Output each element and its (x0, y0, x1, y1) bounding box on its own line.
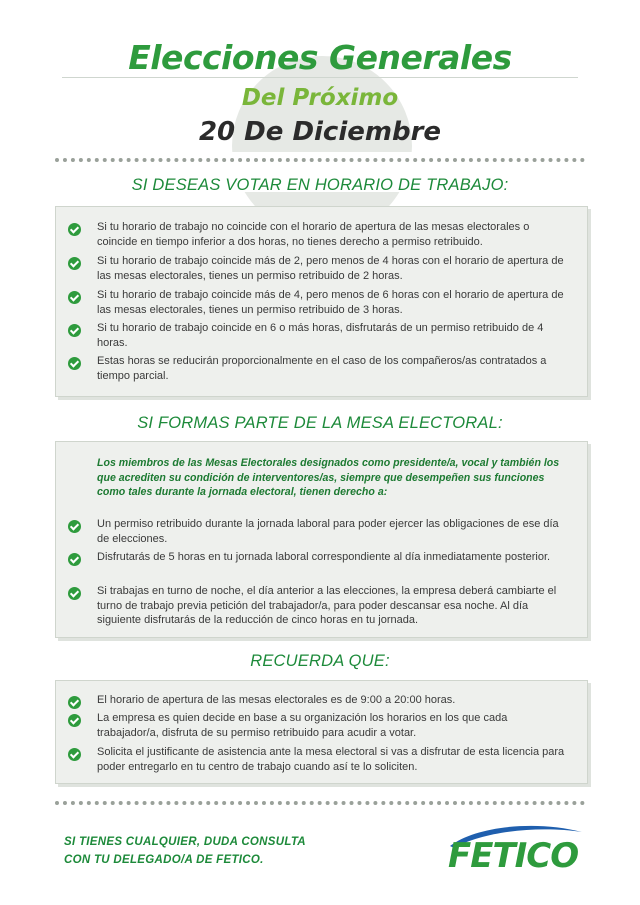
check-icon (68, 553, 81, 566)
section2-title: SI FORMAS PARTE DE LA MESA ELECTORAL: (137, 414, 503, 432)
header (0, 0, 640, 160)
footer-contact-line2: CON TU DELEGADO/A DE FETICO. (64, 854, 264, 866)
fetico-logo (440, 822, 590, 880)
section2-intro: Los miembros de las Mesas Electorales designados como presidente/a, vocal y también los que acrediten su condición de interventores/as, siempre que desempeñen sus funciones como tales durante la jornada electoral, tienen derecho a: (97, 457, 560, 498)
section3-title: RECUERDA QUE: (250, 652, 390, 670)
section1-title: SI DESEAS VOTAR EN HORARIO DE TRABAJO: (131, 176, 509, 194)
section3-box: El horario de apertura de las mesas electorales es de 9:00 a 20:00 horas. La empresa es quien decide en base a su organización los horarios en los que cada trabajador/a, disfruta de su permiso retribuido para acudir a votar. Solicita el justificante de asistencia ante la mesa electoral si vas a disfrutar de esta licencia para poder entregarlo en tu centro de trabajo cuando así te lo soliciten. (55, 680, 588, 784)
header-divider-line (62, 77, 578, 78)
subtitle: Del Próximo (241, 85, 399, 111)
check-icon (68, 696, 81, 709)
check-icon (68, 587, 81, 600)
check-icon (68, 357, 81, 370)
check-icon (68, 324, 81, 337)
footer-contact-line1: SI TIENES CUALQUIER, DUDA CONSULTA (64, 836, 306, 848)
section1-box: Si tu horario de trabajo no coincide con el horario de apertura de las mesas electorales o coincide en tiempo inferior a dos horas, no tienes derecho a permiso retribuido. Si tu horario de trabajo coincide más de 2, pero menos de 4 horas con el horario de apertura de las mesas electorales, tienes un permiso retribuido de 2 horas. Si tu horario de trabajo coincide más de 4, pero menos de 6 horas con el horario de apertura de las mesas electorales, tienes un permiso retribuido de 3 horas. Si tu horario de trabajo coincide en 6 o más horas, disfrutarás de un permiso retribuido de 4 horas. Estas horas se reducirán proporcionalmente en el caso de los compañeros/as contratados a tiempo parcial. (55, 206, 588, 397)
main-title: Elecciones Generales (128, 38, 512, 77)
section2-box: Los miembros de las Mesas Electorales designados como presidente/a, vocal y también los que acrediten su condición de interventores/as, siempre que desempeñen sus funciones como tales durante la jornada electoral, tienen derecho a: Un permiso retribuido durante la jornada laboral para poder ejercer las obligaciones de ese día de elecciones. Disfrutarás de 5 horas en tu jornada laboral correspondiente al día inmediatamente posterior. Si trabajas en turno de noche, el día anterior a las elecciones, la empresa deberá cambiarte el turno de trabajo previa petición del trabajador/a, para poder descansar esa noche. Al día siguiente disfrutarás de la reducción de cinco horas en tu jornada. (55, 441, 588, 638)
dotted-divider (55, 158, 585, 162)
dotted-divider (55, 801, 585, 805)
check-icon (68, 520, 81, 533)
logo-text: FETICO (448, 836, 579, 876)
check-icon (68, 291, 81, 304)
check-icon (68, 714, 81, 727)
date-title: 20 De Diciembre (198, 117, 442, 147)
check-icon (68, 748, 81, 761)
check-icon (68, 223, 81, 236)
check-icon (68, 257, 81, 270)
